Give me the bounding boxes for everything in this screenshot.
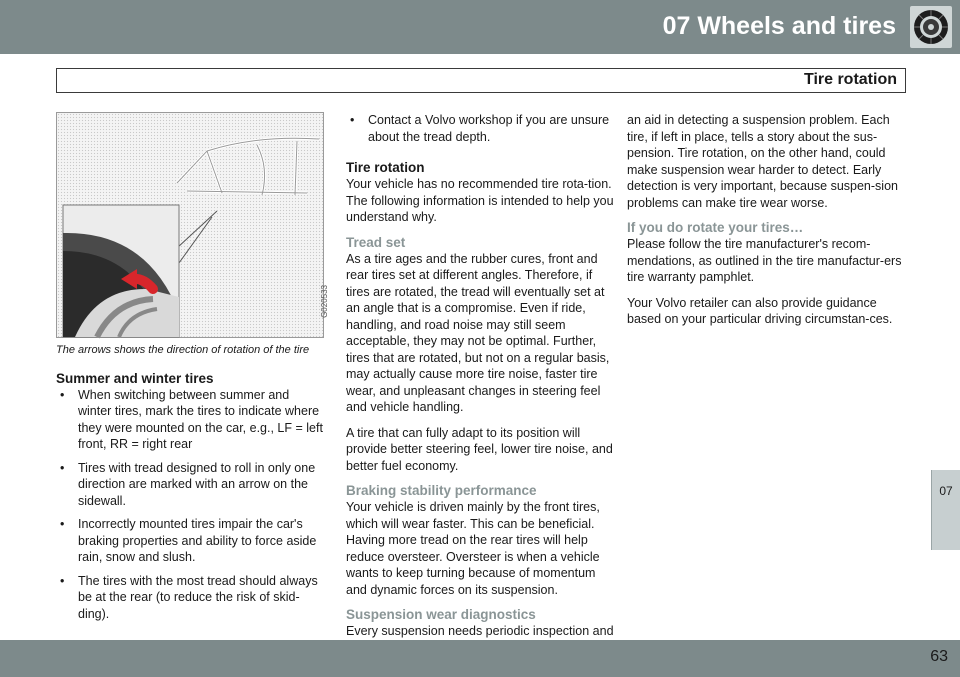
figure-code: G020533: [320, 285, 329, 318]
suspension-heading: Suspension wear diagnostics: [346, 607, 536, 622]
tire-rotation-heading: Tire rotation: [346, 160, 425, 175]
rotate-tires-heading: If you do rotate your tires…: [627, 220, 804, 235]
tire-icon: [910, 6, 952, 48]
suspension-text-continued: an aid in detecting a suspension problem. Each tire, if left in place, tells a story about the sus-pension. Tire rotation, on the other hand, could make suspension wear harder to detect. Early detection is very important, because suspen-sion problems can make tire wear worse.: [627, 113, 898, 210]
chapter-tab-label: 07: [939, 484, 953, 498]
tire-rotation-illustration: [56, 112, 329, 338]
list-item: • Incorrectly mounted tires impair the car's braking properties and ability to force aside rain, snow and slush.: [56, 516, 324, 566]
tread-set-heading: Tread set: [346, 234, 406, 250]
section-title: Tire rotation: [803, 71, 897, 88]
chapter-title: 07 Wheels and tires: [662, 12, 896, 40]
rotate-tires-text: Please follow the tire manufacturer's recom-mendations, as outlined in the tire manufactur-ers tire warranty pamphlet.: [627, 237, 902, 284]
suspension-text: Every suspension needs periodic inspection and: [346, 624, 614, 638]
summer-winter-list: [56, 387, 324, 623]
list-item: • When switching between summer and winter tires, mark the tires to indicate where they were mounted on the car, e.g., LF = left front, RR = right rear: [56, 387, 324, 453]
list-item: • Contact a Volvo workshop if you are unsure about the tread depth.: [346, 112, 614, 145]
retailer-guidance-text: Your Volvo retailer can also provide guidance based on your particular driving circumstan-ces.: [627, 295, 893, 326]
tread-depth-list: [346, 112, 614, 145]
chapter-tab[interactable]: [931, 470, 960, 550]
column-middle: [346, 112, 614, 665]
column-right: [627, 112, 909, 337]
list-item: • The tires with the most tread should always be at the rear (to reduce the risk of skid-ding).: [56, 573, 324, 623]
page-number: 63: [930, 648, 948, 665]
page-header: [0, 0, 960, 54]
figure-caption: The arrows shows the direction of rotation of the tire: [56, 344, 310, 356]
list-item: • Tires with tread designed to roll in only one direction are marked with an arrow on the sidewall.: [56, 460, 324, 510]
section-bar: [56, 68, 906, 93]
column-left: [56, 112, 329, 629]
summer-winter-heading: Summer and winter tires: [56, 370, 214, 386]
page-footer: [0, 640, 960, 677]
tire-rotation-text: Your vehicle has no recommended tire rota-tion. The following information is intended to help you understand why.: [346, 177, 614, 224]
tread-set-text-2: A tire that can fully adapt to its position will provide better steering feel, lower tire noise, and better fuel economy.: [346, 425, 613, 473]
tread-set-text: As a tire ages and the rubber cures, front and rear tires set at different angles. Therefore, if tires are rotated, the tread will eventually set at an angle that is a compromise. Even if ride, handling, and road noise may still seem acceptable, they may not be optimal. Further, tires that are rotated, but not on a regular basis, may actually cause more tire noise, faster tire wear, and unpleasant changes in steering feel and vehicle handling.: [346, 251, 610, 414]
braking-heading: Braking stability performance: [346, 483, 537, 498]
car-wheel-drawing: [57, 113, 323, 337]
braking-text: Your vehicle is driven mainly by the front tires, which will wear faster. This can be beneficial. Having more tread on the rear tires will help reduce oversteer. Oversteer is when a vehicle wants to keep turning because of momentum and dynamic forces on its suspension.: [346, 500, 600, 597]
